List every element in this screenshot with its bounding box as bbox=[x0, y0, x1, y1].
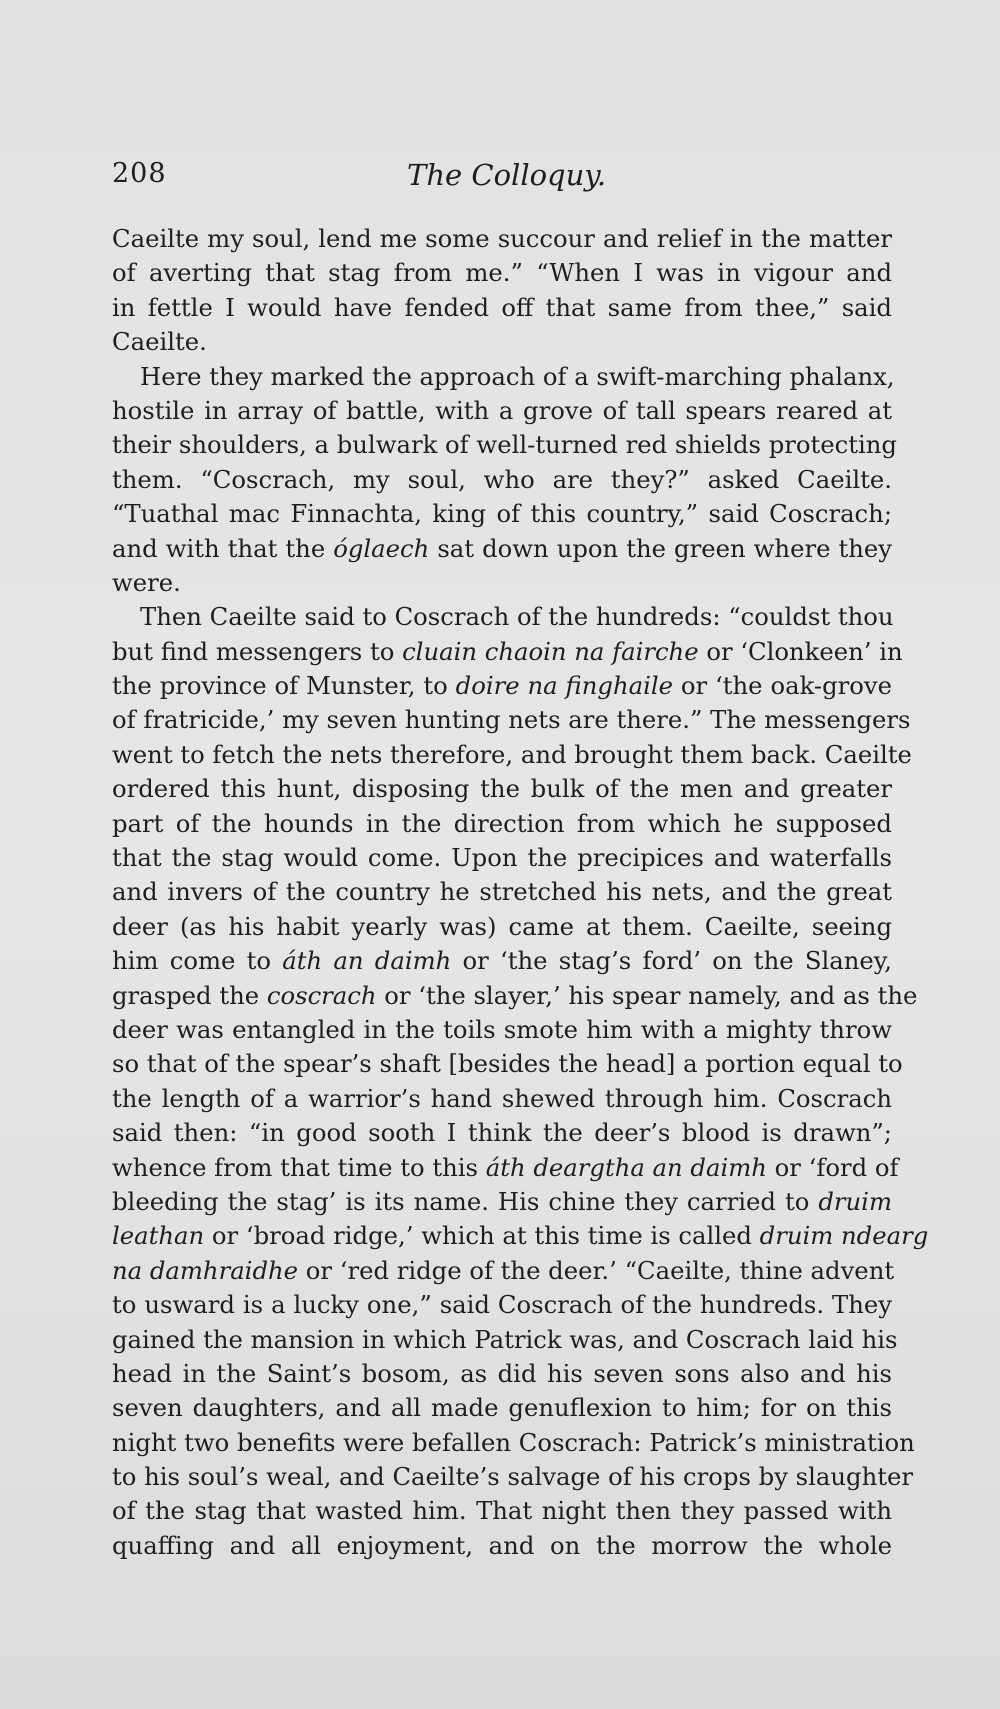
text-line bbox=[112, 1288, 892, 1322]
text-run: of the stag that wasted him. That night then they passed with bbox=[112, 1496, 892, 1526]
text-line bbox=[112, 566, 892, 600]
text-line bbox=[112, 1082, 892, 1116]
text-run: grasped the bbox=[112, 980, 267, 1010]
text-run: Caeilte my soul, lend me some succour and relief in the matter bbox=[112, 224, 892, 253]
text-run: Caeilte. bbox=[112, 327, 207, 357]
text-run: gained the mansion in which Patrick was, and Coscrach laid his bbox=[112, 1324, 898, 1354]
text-run: quaffing and all enjoyment, and on the morrow the whole bbox=[112, 1530, 892, 1560]
text-run: that the stag would come. Upon the precipices and waterfalls bbox=[112, 843, 892, 873]
text-line bbox=[112, 944, 892, 978]
text-run: night two benefits were befallen Coscrach: Patrick’s ministration bbox=[112, 1427, 915, 1457]
italic-term: druim ndearg bbox=[759, 1221, 929, 1251]
text-run: bleeding the stag’ is its name. His chine they carried to bbox=[112, 1186, 819, 1216]
text-run: were. bbox=[112, 567, 181, 597]
text-run: or ‘red ridge of the deer.’ “Caeilte, thine advent bbox=[298, 1255, 895, 1285]
text-run: the province of Munster, to bbox=[112, 671, 456, 701]
text-run: of fratricide,’ my seven hunting nets are there.” The messengers bbox=[112, 705, 911, 735]
text-line bbox=[112, 635, 903, 669]
text-run: “Tuathal mac Finnachta, king of this country,” said Coscrach; bbox=[112, 499, 892, 529]
text-run: in fettle I would have fended off that same from thee,” said bbox=[112, 292, 892, 322]
text-run: him come to bbox=[112, 946, 283, 976]
italic-term: óglaech bbox=[333, 533, 430, 563]
italic-term: leathan bbox=[112, 1221, 205, 1251]
italic-term: áth an daimh bbox=[282, 946, 452, 976]
italic-term: doire na finghaile bbox=[455, 671, 674, 701]
running-head bbox=[112, 158, 892, 198]
text-line bbox=[112, 291, 892, 325]
text-run: and invers of the country he stretched his nets, and the great bbox=[112, 877, 892, 907]
text-line bbox=[112, 738, 912, 772]
italic-term: na damhraidhe bbox=[112, 1255, 299, 1285]
text-line bbox=[112, 1185, 892, 1219]
text-line bbox=[112, 222, 892, 256]
text-run: but find messengers to bbox=[112, 636, 403, 666]
italic-term: cluain chaoin na fairche bbox=[402, 636, 699, 666]
text-run: hostile in array of battle, with a grove of tall spears reared at bbox=[112, 395, 892, 425]
text-run: went to fetch the nets therefore, and brought them back. Caeilte bbox=[112, 739, 912, 769]
text-run: deer (as his habit yearly was) came at them. Caeilte, seeing bbox=[112, 911, 892, 941]
text-line bbox=[112, 1047, 903, 1081]
italic-term: druim bbox=[818, 1186, 892, 1216]
text-line bbox=[112, 807, 892, 841]
text-line bbox=[112, 1460, 913, 1494]
text-line bbox=[112, 703, 911, 737]
text-line bbox=[112, 1116, 892, 1150]
text-run: to his soul’s weal, and Caeilte’s salvage of his crops by slaughter bbox=[112, 1462, 913, 1492]
text-line bbox=[112, 1151, 899, 1185]
text-line bbox=[112, 772, 892, 806]
text-run: or ‘ford of bbox=[766, 1152, 899, 1182]
body-text bbox=[112, 222, 929, 1563]
page-number: 208 bbox=[112, 158, 167, 189]
text-run: or ‘the stag’s ford’ on the Slaney, bbox=[451, 946, 892, 976]
text-line bbox=[112, 1254, 895, 1288]
text-line bbox=[112, 1391, 892, 1425]
text-line bbox=[112, 497, 892, 531]
text-run: Then Caeilte said to Coscrach of the hundreds: “couldst thou bbox=[140, 602, 894, 632]
text-line bbox=[112, 1494, 892, 1528]
text-line bbox=[112, 841, 892, 875]
text-run: said then: “in good sooth I think the deer’s blood is drawn”; bbox=[112, 1118, 892, 1148]
text-line bbox=[112, 1529, 892, 1563]
text-run: or ‘broad ridge,’ which at this time is called bbox=[204, 1221, 760, 1251]
text-run: so that of the spear’s shaft [besides the head] a portion equal to bbox=[112, 1049, 903, 1079]
text-run: their shoulders, a bulwark of well-turned red shields protecting bbox=[112, 430, 897, 460]
text-line bbox=[112, 463, 892, 497]
text-run: and with that the bbox=[112, 533, 334, 563]
text-run: or ‘the oak-grove bbox=[673, 671, 892, 701]
text-run: them. “Coscrach, my soul, who are they?” asked Caeilte. bbox=[112, 464, 892, 494]
text-run: or ‘Clonkeen’ in bbox=[698, 636, 903, 666]
text-line bbox=[112, 1426, 915, 1460]
text-run: the length of a warrior’s hand shewed through him. Coscrach bbox=[112, 1083, 892, 1113]
text-line bbox=[112, 979, 918, 1013]
text-run: head in the Saint’s bosom, as did his seven sons also and his bbox=[112, 1358, 892, 1388]
italic-term: coscrach bbox=[266, 980, 377, 1010]
text-line bbox=[112, 1013, 892, 1047]
text-run: deer was entangled in the toils smote him with a mighty throw bbox=[112, 1014, 892, 1044]
text-line bbox=[112, 1357, 892, 1391]
text-run: whence from that time to this bbox=[112, 1152, 486, 1182]
text-run: or ‘the slayer,’ his spear namely, and as the bbox=[376, 980, 918, 1010]
text-run: seven daughters, and all made genuflexion to him; for on this bbox=[112, 1393, 892, 1423]
text-run: ordered this hunt, disposing the bulk of the men and greater bbox=[112, 774, 892, 804]
text-run: part of the hounds in the direction from which he supposed bbox=[112, 808, 892, 838]
text-run: sat down upon the green where they bbox=[429, 533, 892, 563]
italic-term: áth deargtha an daimh bbox=[485, 1152, 767, 1182]
running-title: The Colloquy. bbox=[407, 158, 607, 192]
text-run: to usward is a lucky one,” said Coscrach of the hundreds. They bbox=[112, 1290, 892, 1320]
text-line bbox=[112, 910, 892, 944]
text-line bbox=[112, 600, 892, 634]
text-line bbox=[112, 256, 892, 290]
text-line bbox=[112, 360, 895, 394]
text-line bbox=[112, 394, 892, 428]
text-run: Here they marked the approach of a swift-marching phalanx, bbox=[140, 361, 895, 391]
text-line bbox=[112, 875, 892, 909]
text-line bbox=[112, 532, 892, 566]
text-line bbox=[112, 1323, 898, 1357]
text-run: of averting that stag from me.” “When I was in vigour and bbox=[112, 258, 892, 288]
text-line bbox=[112, 1219, 929, 1253]
text-line bbox=[112, 669, 892, 703]
text-line bbox=[112, 325, 892, 359]
text-line bbox=[112, 428, 897, 462]
